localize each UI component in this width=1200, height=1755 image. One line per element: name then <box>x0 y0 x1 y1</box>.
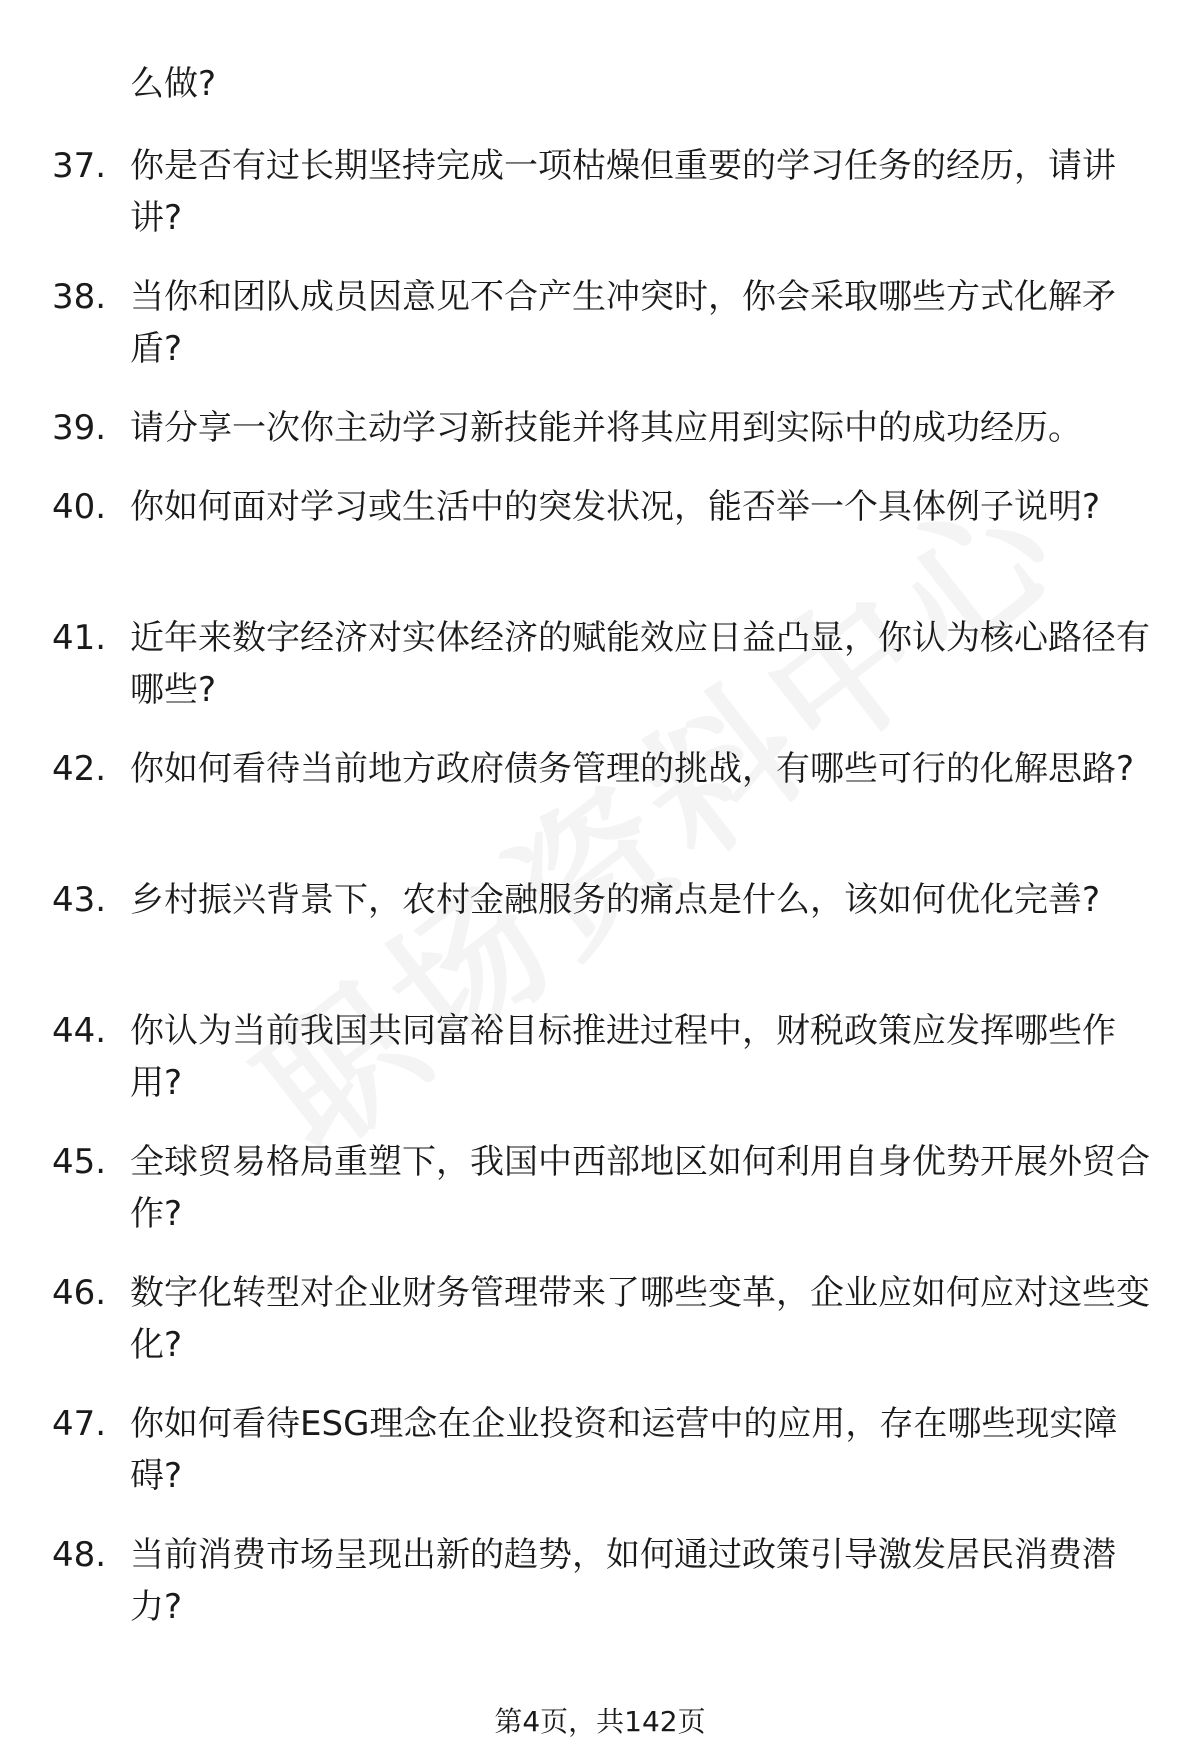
question-text: 请分享一次你主动学习新技能并将其应用到实际中的成功经历。 <box>130 408 1082 448</box>
question-item-37 <box>0 140 1200 271</box>
question-text: 当你和团队成员因意见不合产生冲突时，你会采取哪些方式化解矛盾? <box>130 277 1116 369</box>
carryover-text: 么做? <box>130 64 217 104</box>
question-number: 44. <box>52 1011 107 1051</box>
question-item-46 <box>0 1267 1200 1398</box>
question-item-45 <box>0 1136 1200 1267</box>
question-number: 48. <box>52 1535 107 1575</box>
question-item-39 <box>0 402 1200 481</box>
question-text: 当前消费市场呈现出新的趋势，如何通过政策引导激发居民消费潜力? <box>130 1535 1116 1627</box>
question-item-43 <box>0 874 1200 1005</box>
question-number: 41. <box>52 618 107 658</box>
question-text: 你认为当前我国共同富裕目标推进过程中，财税政策应发挥哪些作用? <box>130 1011 1116 1103</box>
question-item-42 <box>0 743 1200 874</box>
question-text: 你如何看待当前地方政府债务管理的挑战，有哪些可行的化解思路? <box>130 749 1135 789</box>
question-text: 乡村振兴背景下，农村金融服务的痛点是什么，该如何优化完善? <box>130 880 1101 920</box>
question-item-44 <box>0 1005 1200 1136</box>
question-item-38 <box>0 271 1200 402</box>
question-text: 你如何面对学习或生活中的突发状况，能否举一个具体例子说明? <box>130 487 1101 527</box>
question-number: 40. <box>52 487 107 527</box>
question-item-40 <box>0 481 1200 612</box>
question-number: 39. <box>52 408 107 448</box>
question-number: 42. <box>52 749 107 789</box>
question-number: 45. <box>52 1142 107 1182</box>
question-text: 你是否有过长期坚持完成一项枯燥但重要的学习任务的经历，请讲讲? <box>130 146 1116 238</box>
question-number: 38. <box>52 277 107 317</box>
question-list <box>0 140 1200 1660</box>
question-text: 你如何看待ESG理念在企业投资和运营中的应用，存在哪些现实障碍? <box>130 1404 1118 1496</box>
question-text: 数字化转型对企业财务管理带来了哪些变革，企业应如何应对这些变化? <box>130 1273 1150 1365</box>
question-text: 近年来数字经济对实体经济的赋能效应日益凸显，你认为核心路径有哪些? <box>130 618 1150 710</box>
page-footer: 第4页，共142页 <box>494 1705 706 1738</box>
question-number: 46. <box>52 1273 107 1313</box>
question-text: 全球贸易格局重塑下，我国中西部地区如何利用自身优势开展外贸合作? <box>130 1142 1150 1234</box>
question-number: 43. <box>52 880 107 920</box>
question-number: 37. <box>52 146 107 186</box>
question-item-47 <box>0 1398 1200 1529</box>
question-item-41 <box>0 612 1200 743</box>
question-number: 47. <box>52 1404 107 1444</box>
question-item-48 <box>0 1529 1200 1660</box>
